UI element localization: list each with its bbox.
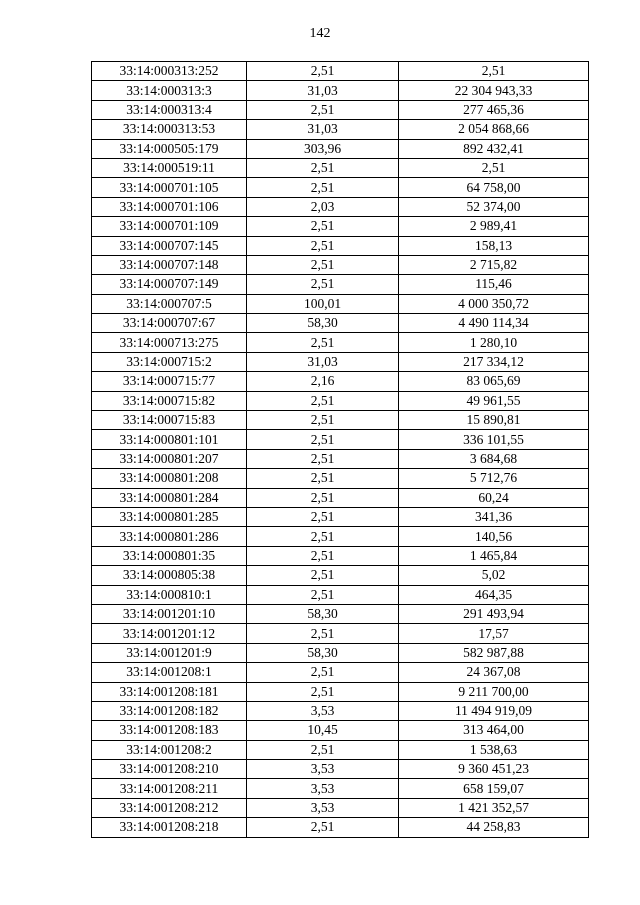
table-row — [92, 798, 589, 817]
value-cell: 52 374,00 — [399, 197, 589, 216]
rate-cell: 2,51 — [247, 62, 399, 81]
cadastral-number-cell: 33:14:000715:77 — [92, 372, 247, 391]
value-cell: 115,46 — [399, 275, 589, 294]
cadastral-number-cell: 33:14:000707:145 — [92, 236, 247, 255]
table-row — [92, 469, 589, 488]
cadastral-number-cell: 33:14:000801:207 — [92, 449, 247, 468]
table-row — [92, 120, 589, 139]
cadastral-number-cell: 33:14:001208:2 — [92, 740, 247, 759]
cadastral-number-cell: 33:14:001208:218 — [92, 818, 247, 837]
cadastral-table — [91, 61, 589, 838]
table-row — [92, 391, 589, 410]
table-row — [92, 449, 589, 468]
value-cell: 1 538,63 — [399, 740, 589, 759]
value-cell: 9 211 700,00 — [399, 682, 589, 701]
table-row — [92, 507, 589, 526]
value-cell: 217 334,12 — [399, 352, 589, 371]
value-cell: 60,24 — [399, 488, 589, 507]
value-cell: 5,02 — [399, 566, 589, 585]
rate-cell: 2,51 — [247, 682, 399, 701]
rate-cell: 3,53 — [247, 701, 399, 720]
table-row — [92, 624, 589, 643]
cadastral-number-cell: 33:14:001201:12 — [92, 624, 247, 643]
value-cell: 336 101,55 — [399, 430, 589, 449]
value-cell: 1 280,10 — [399, 333, 589, 352]
value-cell: 140,56 — [399, 527, 589, 546]
rate-cell: 2,51 — [247, 818, 399, 837]
value-cell: 49 961,55 — [399, 391, 589, 410]
value-cell: 4 490 114,34 — [399, 314, 589, 333]
value-cell: 892 432,41 — [399, 139, 589, 158]
rate-cell: 2,51 — [247, 566, 399, 585]
rate-cell: 2,51 — [247, 430, 399, 449]
value-cell: 1 465,84 — [399, 546, 589, 565]
cadastral-number-cell: 33:14:000801:101 — [92, 430, 247, 449]
rate-cell: 58,30 — [247, 643, 399, 662]
table-row — [92, 430, 589, 449]
rate-cell: 58,30 — [247, 314, 399, 333]
value-cell: 15 890,81 — [399, 411, 589, 430]
rate-cell: 303,96 — [247, 139, 399, 158]
rate-cell: 31,03 — [247, 352, 399, 371]
value-cell: 22 304 943,33 — [399, 81, 589, 100]
cadastral-number-cell: 33:14:000707:5 — [92, 294, 247, 313]
table-row — [92, 411, 589, 430]
cadastral-number-cell: 33:14:000805:38 — [92, 566, 247, 585]
table-row — [92, 701, 589, 720]
rate-cell: 31,03 — [247, 81, 399, 100]
value-cell: 1 421 352,57 — [399, 798, 589, 817]
cadastral-number-cell: 33:14:001208:212 — [92, 798, 247, 817]
cadastral-number-cell: 33:14:000707:67 — [92, 314, 247, 333]
rate-cell: 2,51 — [247, 217, 399, 236]
rate-cell: 58,30 — [247, 604, 399, 623]
table-row — [92, 352, 589, 371]
rate-cell: 2,51 — [247, 740, 399, 759]
table-row — [92, 81, 589, 100]
table-row — [92, 294, 589, 313]
value-cell: 291 493,94 — [399, 604, 589, 623]
value-cell: 2,51 — [399, 62, 589, 81]
cadastral-number-cell: 33:14:001201:10 — [92, 604, 247, 623]
cadastral-number-cell: 33:14:000801:286 — [92, 527, 247, 546]
rate-cell: 2,51 — [247, 449, 399, 468]
rate-cell: 3,53 — [247, 760, 399, 779]
cadastral-number-cell: 33:14:000810:1 — [92, 585, 247, 604]
cadastral-number-cell: 33:14:000313:3 — [92, 81, 247, 100]
table-row — [92, 527, 589, 546]
cadastral-number-cell: 33:14:000713:275 — [92, 333, 247, 352]
cadastral-number-cell: 33:14:000801:35 — [92, 546, 247, 565]
rate-cell: 2,51 — [247, 527, 399, 546]
table-row — [92, 158, 589, 177]
table-row — [92, 585, 589, 604]
cadastral-number-cell: 33:14:000801:285 — [92, 507, 247, 526]
table-row — [92, 100, 589, 119]
rate-cell: 2,51 — [247, 488, 399, 507]
rate-cell: 10,45 — [247, 721, 399, 740]
cadastral-number-cell: 33:14:001208:181 — [92, 682, 247, 701]
table-row — [92, 546, 589, 565]
rate-cell: 2,51 — [247, 255, 399, 274]
rate-cell: 2,51 — [247, 663, 399, 682]
cadastral-number-cell: 33:14:000701:106 — [92, 197, 247, 216]
table-row — [92, 818, 589, 837]
value-cell: 2 989,41 — [399, 217, 589, 236]
table-row — [92, 643, 589, 662]
rate-cell: 2,51 — [247, 333, 399, 352]
rate-cell: 31,03 — [247, 120, 399, 139]
table-row — [92, 740, 589, 759]
table-row — [92, 275, 589, 294]
value-cell: 2 054 868,66 — [399, 120, 589, 139]
cadastral-number-cell: 33:14:001208:1 — [92, 663, 247, 682]
rate-cell: 3,53 — [247, 798, 399, 817]
table-row — [92, 197, 589, 216]
value-cell: 64 758,00 — [399, 178, 589, 197]
rate-cell: 2,51 — [247, 275, 399, 294]
page-number: 142 — [309, 26, 331, 41]
value-cell: 2,51 — [399, 158, 589, 177]
value-cell: 658 159,07 — [399, 779, 589, 798]
cadastral-number-cell: 33:14:001208:210 — [92, 760, 247, 779]
cadastral-number-cell: 33:14:001208:211 — [92, 779, 247, 798]
table-row — [92, 760, 589, 779]
table-row — [92, 217, 589, 236]
value-cell: 341,36 — [399, 507, 589, 526]
table-row — [92, 62, 589, 81]
rate-cell: 2,51 — [247, 411, 399, 430]
value-cell: 9 360 451,23 — [399, 760, 589, 779]
cadastral-number-cell: 33:14:000313:252 — [92, 62, 247, 81]
table-row — [92, 721, 589, 740]
value-cell: 582 987,88 — [399, 643, 589, 662]
rate-cell: 2,03 — [247, 197, 399, 216]
rate-cell: 2,51 — [247, 507, 399, 526]
value-cell: 11 494 919,09 — [399, 701, 589, 720]
table-row — [92, 604, 589, 623]
table-row — [92, 682, 589, 701]
rate-cell: 2,51 — [247, 624, 399, 643]
cadastral-number-cell: 33:14:000313:4 — [92, 100, 247, 119]
rate-cell: 2,51 — [247, 158, 399, 177]
value-cell: 313 464,00 — [399, 721, 589, 740]
table-row — [92, 372, 589, 391]
rate-cell: 2,51 — [247, 178, 399, 197]
cadastral-number-cell: 33:14:000715:83 — [92, 411, 247, 430]
value-cell: 83 065,69 — [399, 372, 589, 391]
value-cell: 158,13 — [399, 236, 589, 255]
rate-cell: 2,51 — [247, 100, 399, 119]
rate-cell: 3,53 — [247, 779, 399, 798]
table-row — [92, 178, 589, 197]
value-cell: 24 367,08 — [399, 663, 589, 682]
cadastral-number-cell: 33:14:001201:9 — [92, 643, 247, 662]
table-row — [92, 488, 589, 507]
rate-cell: 2,16 — [247, 372, 399, 391]
table-body — [92, 62, 589, 838]
value-cell: 4 000 350,72 — [399, 294, 589, 313]
table-row — [92, 663, 589, 682]
rate-cell: 2,51 — [247, 546, 399, 565]
cadastral-number-cell: 33:14:000715:2 — [92, 352, 247, 371]
cadastral-number-cell: 33:14:000701:109 — [92, 217, 247, 236]
cadastral-number-cell: 33:14:001208:183 — [92, 721, 247, 740]
table-row — [92, 255, 589, 274]
cadastral-number-cell: 33:14:000715:82 — [92, 391, 247, 410]
value-cell: 277 465,36 — [399, 100, 589, 119]
rate-cell: 2,51 — [247, 236, 399, 255]
cadastral-number-cell: 33:14:000801:284 — [92, 488, 247, 507]
cadastral-number-cell: 33:14:000801:208 — [92, 469, 247, 488]
table-row — [92, 333, 589, 352]
value-cell: 5 712,76 — [399, 469, 589, 488]
rate-cell: 2,51 — [247, 585, 399, 604]
table-row — [92, 139, 589, 158]
value-cell: 464,35 — [399, 585, 589, 604]
rate-cell: 100,01 — [247, 294, 399, 313]
table-row — [92, 236, 589, 255]
rate-cell: 2,51 — [247, 469, 399, 488]
cadastral-number-cell: 33:14:000707:149 — [92, 275, 247, 294]
cadastral-number-cell: 33:14:000313:53 — [92, 120, 247, 139]
cadastral-number-cell: 33:14:000707:148 — [92, 255, 247, 274]
table-row — [92, 566, 589, 585]
cadastral-number-cell: 33:14:000701:105 — [92, 178, 247, 197]
rate-cell: 2,51 — [247, 391, 399, 410]
value-cell: 2 715,82 — [399, 255, 589, 274]
value-cell: 17,57 — [399, 624, 589, 643]
value-cell: 3 684,68 — [399, 449, 589, 468]
cadastral-number-cell: 33:14:000519:11 — [92, 158, 247, 177]
table-row — [92, 314, 589, 333]
table-row — [92, 779, 589, 798]
cadastral-number-cell: 33:14:000505:179 — [92, 139, 247, 158]
cadastral-number-cell: 33:14:001208:182 — [92, 701, 247, 720]
value-cell: 44 258,83 — [399, 818, 589, 837]
